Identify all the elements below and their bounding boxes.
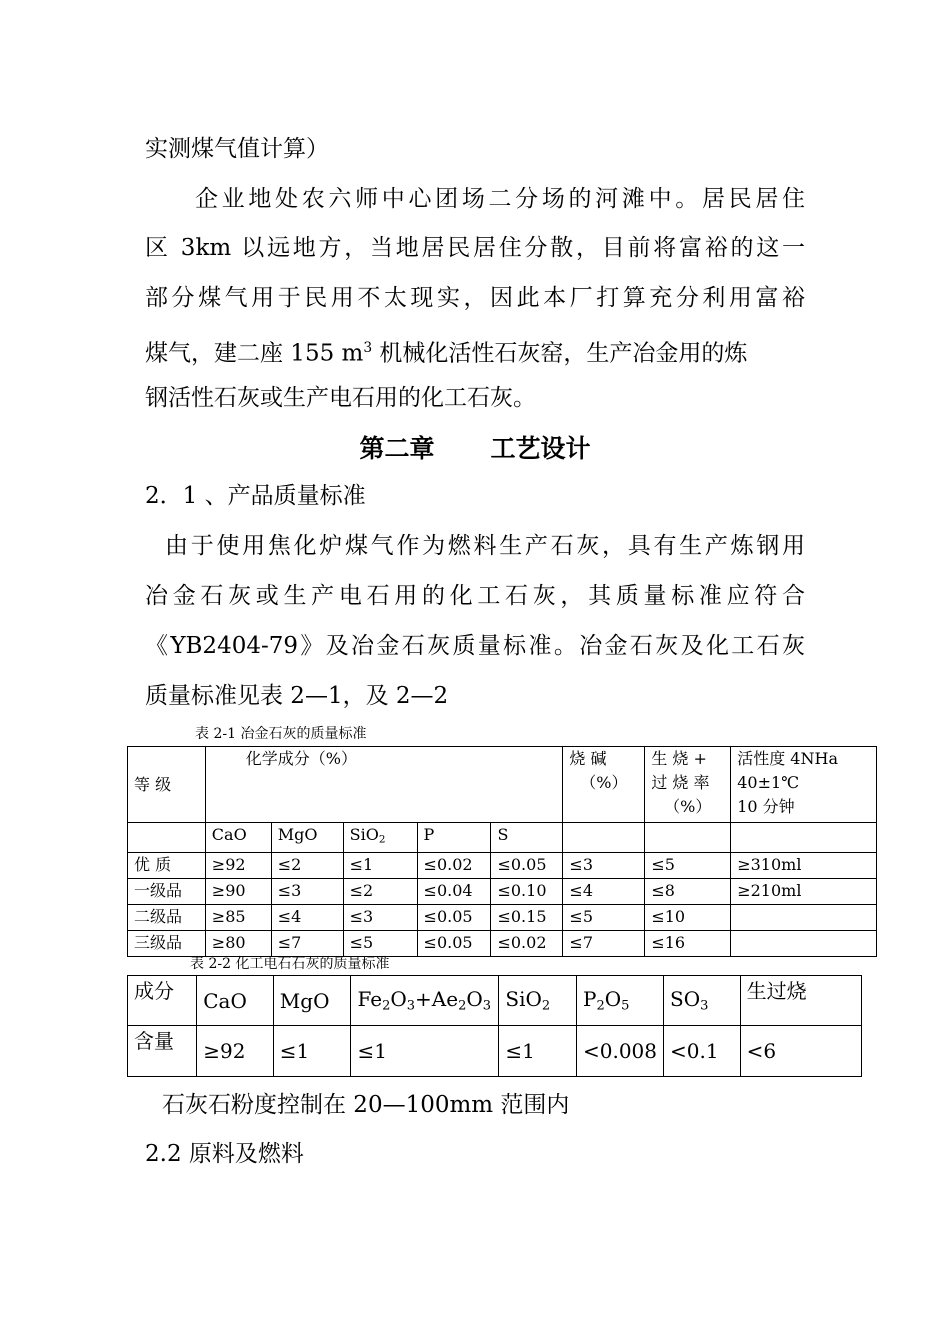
burn-header	[563, 747, 645, 823]
text-fragment: P	[582, 987, 597, 1012]
empty-cell	[563, 823, 645, 853]
column-header: CaO	[197, 976, 274, 1026]
header-line: 过 烧 率	[651, 773, 710, 792]
table-cell: ≤16	[645, 930, 731, 956]
table-cell: <0.1	[664, 1026, 741, 1077]
activity-header	[731, 747, 877, 823]
empty-cell	[731, 823, 877, 853]
table-cell: ≤1	[343, 852, 417, 878]
table-cell: ≤0.02	[491, 930, 563, 956]
table-cell: ≤0.04	[417, 878, 491, 904]
table-cell: ≤7	[271, 930, 343, 956]
paragraph-line: 由于使用焦化炉煤气作为燃料生产石灰，具有生产炼钢用	[165, 533, 805, 559]
table-cell: ≤0.15	[491, 904, 563, 930]
section-heading: 2．1 、产品质量标准	[145, 483, 366, 509]
text-fragment: Fe	[357, 987, 383, 1012]
header-line: 10 分钟	[737, 797, 795, 816]
paragraph-line: 企业地处农六师中心团场二分场的河滩中。居民居住	[195, 186, 805, 212]
grade-header: 等 级	[128, 747, 206, 823]
table-row	[128, 852, 877, 878]
text-fragment: O	[390, 987, 407, 1012]
column-header: CaO	[205, 823, 271, 853]
table-cell: ≤0.10	[491, 878, 563, 904]
text-fragment: O	[604, 987, 622, 1012]
column-header	[576, 976, 663, 1026]
table-cell: ≤0.05	[491, 852, 563, 878]
table-row	[128, 878, 877, 904]
chapter-title	[0, 427, 950, 471]
header-line: 生 烧 +	[651, 749, 707, 768]
text-fragment: 机械化活性石灰窑，生产冶金用的炼	[372, 340, 748, 367]
subscript: 3	[482, 998, 492, 1014]
chemical-lime-table	[127, 975, 862, 1077]
header-line: 活性度 4NHa	[737, 749, 838, 768]
table-cell: ≥310ml	[731, 852, 877, 878]
paragraph-line: 《YB2404-79》及冶金石灰质量标准。冶金石灰及化工石灰	[145, 633, 805, 659]
empty-cell	[128, 823, 206, 853]
column-header: MgO	[273, 976, 351, 1026]
table-cell: ≥92	[205, 852, 271, 878]
chem-header: 化学成分（%）	[205, 747, 563, 823]
empty-cell	[645, 823, 731, 853]
paragraph-line: 质量标准见表 2—1，及 2—2	[145, 683, 449, 709]
table-caption: 表 2-1 冶金石灰的质量标准	[195, 726, 367, 742]
table-cell: ≤3	[343, 904, 417, 930]
table-cell: ≤0.05	[417, 904, 491, 930]
column-header	[499, 976, 577, 1026]
row-label: 含量	[128, 1026, 197, 1077]
column-header: 生过烧	[740, 976, 861, 1026]
subscript: 2	[382, 998, 391, 1014]
paragraph-line: 钢活性石灰或生产电石用的化工石灰。	[145, 385, 536, 411]
table-cell: ≥210ml	[731, 878, 877, 904]
table-cell: <0.008	[576, 1026, 663, 1077]
paragraph-line: 石灰石粉度控制在 20—100mm 范围内	[162, 1092, 570, 1118]
text-fragment: SO	[670, 987, 701, 1012]
table-cell	[731, 930, 877, 956]
table-cell: ≥90	[205, 878, 271, 904]
text-fragment: SiO	[349, 825, 379, 844]
table-cell: ≥80	[205, 930, 271, 956]
table-cell: ≤0.05	[417, 930, 491, 956]
overburn-header	[645, 747, 731, 823]
table-cell	[731, 904, 877, 930]
column-header: P	[417, 823, 491, 853]
row-label: 成分	[128, 976, 197, 1026]
header-line: （%）	[664, 797, 712, 816]
text-fragment: 煤气，建二座 155 m	[145, 340, 364, 367]
subscript: 2	[596, 998, 605, 1014]
subscript: 5	[621, 998, 630, 1014]
chapter-number: 第二章	[359, 434, 435, 463]
paragraph-line: 冶金石灰或生产电石用的化工石灰，其质量标准应符合	[145, 583, 805, 609]
subscript: 2	[378, 833, 386, 846]
table-cell: ≤2	[271, 852, 343, 878]
table-cell: ≤1	[351, 1026, 499, 1077]
table-cell: <6	[740, 1026, 861, 1077]
subscript: 2	[458, 998, 467, 1014]
grade-cell: 二级品	[128, 904, 206, 930]
table-cell: ≤2	[343, 878, 417, 904]
paragraph-line: 部分煤气用于民用不太现实，因此本厂打算充分利用富裕	[145, 285, 805, 311]
table-cell: ≤3	[271, 878, 343, 904]
table-cell: ≤3	[563, 852, 645, 878]
table-cell: ≥85	[205, 904, 271, 930]
paragraph-line: 实测煤气值计算）	[145, 136, 329, 162]
column-header: MgO	[271, 823, 343, 853]
text-fragment: O	[466, 987, 483, 1012]
table-cell: ≤0.02	[417, 852, 491, 878]
table-caption: 表 2-2 化工电石石灰的质量标准	[190, 956, 390, 972]
text-fragment: SiO	[505, 987, 542, 1012]
grade-cell: 三级品	[128, 930, 206, 956]
section-heading: 2.2 原料及燃料	[145, 1141, 304, 1167]
metallurgical-lime-table	[127, 746, 877, 957]
paragraph-line: 区 3km 以远地方，当地居民居住分散，目前将富裕的这一	[145, 235, 805, 261]
table-cell: ≤1	[499, 1026, 577, 1077]
header-line: 烧 碱	[569, 749, 607, 768]
table-cell: ≥92	[197, 1026, 274, 1077]
table-row	[128, 904, 877, 930]
table-cell: ≤4	[271, 904, 343, 930]
superscript: 3	[363, 340, 373, 356]
subscript: 3	[406, 998, 416, 1014]
table-cell: ≤7	[563, 930, 645, 956]
paragraph-line	[145, 324, 805, 378]
table-cell: ≤10	[645, 904, 731, 930]
table-cell: ≤1	[273, 1026, 351, 1077]
table-cell: ≤8	[645, 878, 731, 904]
header-line: （%）	[580, 773, 628, 792]
grade-cell: 一级品	[128, 878, 206, 904]
column-header	[343, 823, 417, 853]
header-line: 40±1℃	[737, 773, 800, 792]
text-fragment: +Ae	[415, 987, 459, 1012]
column-header	[351, 976, 499, 1026]
column-header: S	[491, 823, 563, 853]
subscript: 3	[700, 998, 709, 1014]
table-cell: ≤5	[645, 852, 731, 878]
table-row	[128, 1026, 862, 1077]
grade-cell: 优 质	[128, 852, 206, 878]
column-header	[664, 976, 741, 1026]
table-row	[128, 930, 877, 956]
table-cell: ≤5	[563, 904, 645, 930]
subscript: 2	[541, 998, 551, 1014]
table-cell: ≤5	[343, 930, 417, 956]
table-cell: ≤4	[563, 878, 645, 904]
chapter-name: 工艺设计	[490, 434, 591, 463]
